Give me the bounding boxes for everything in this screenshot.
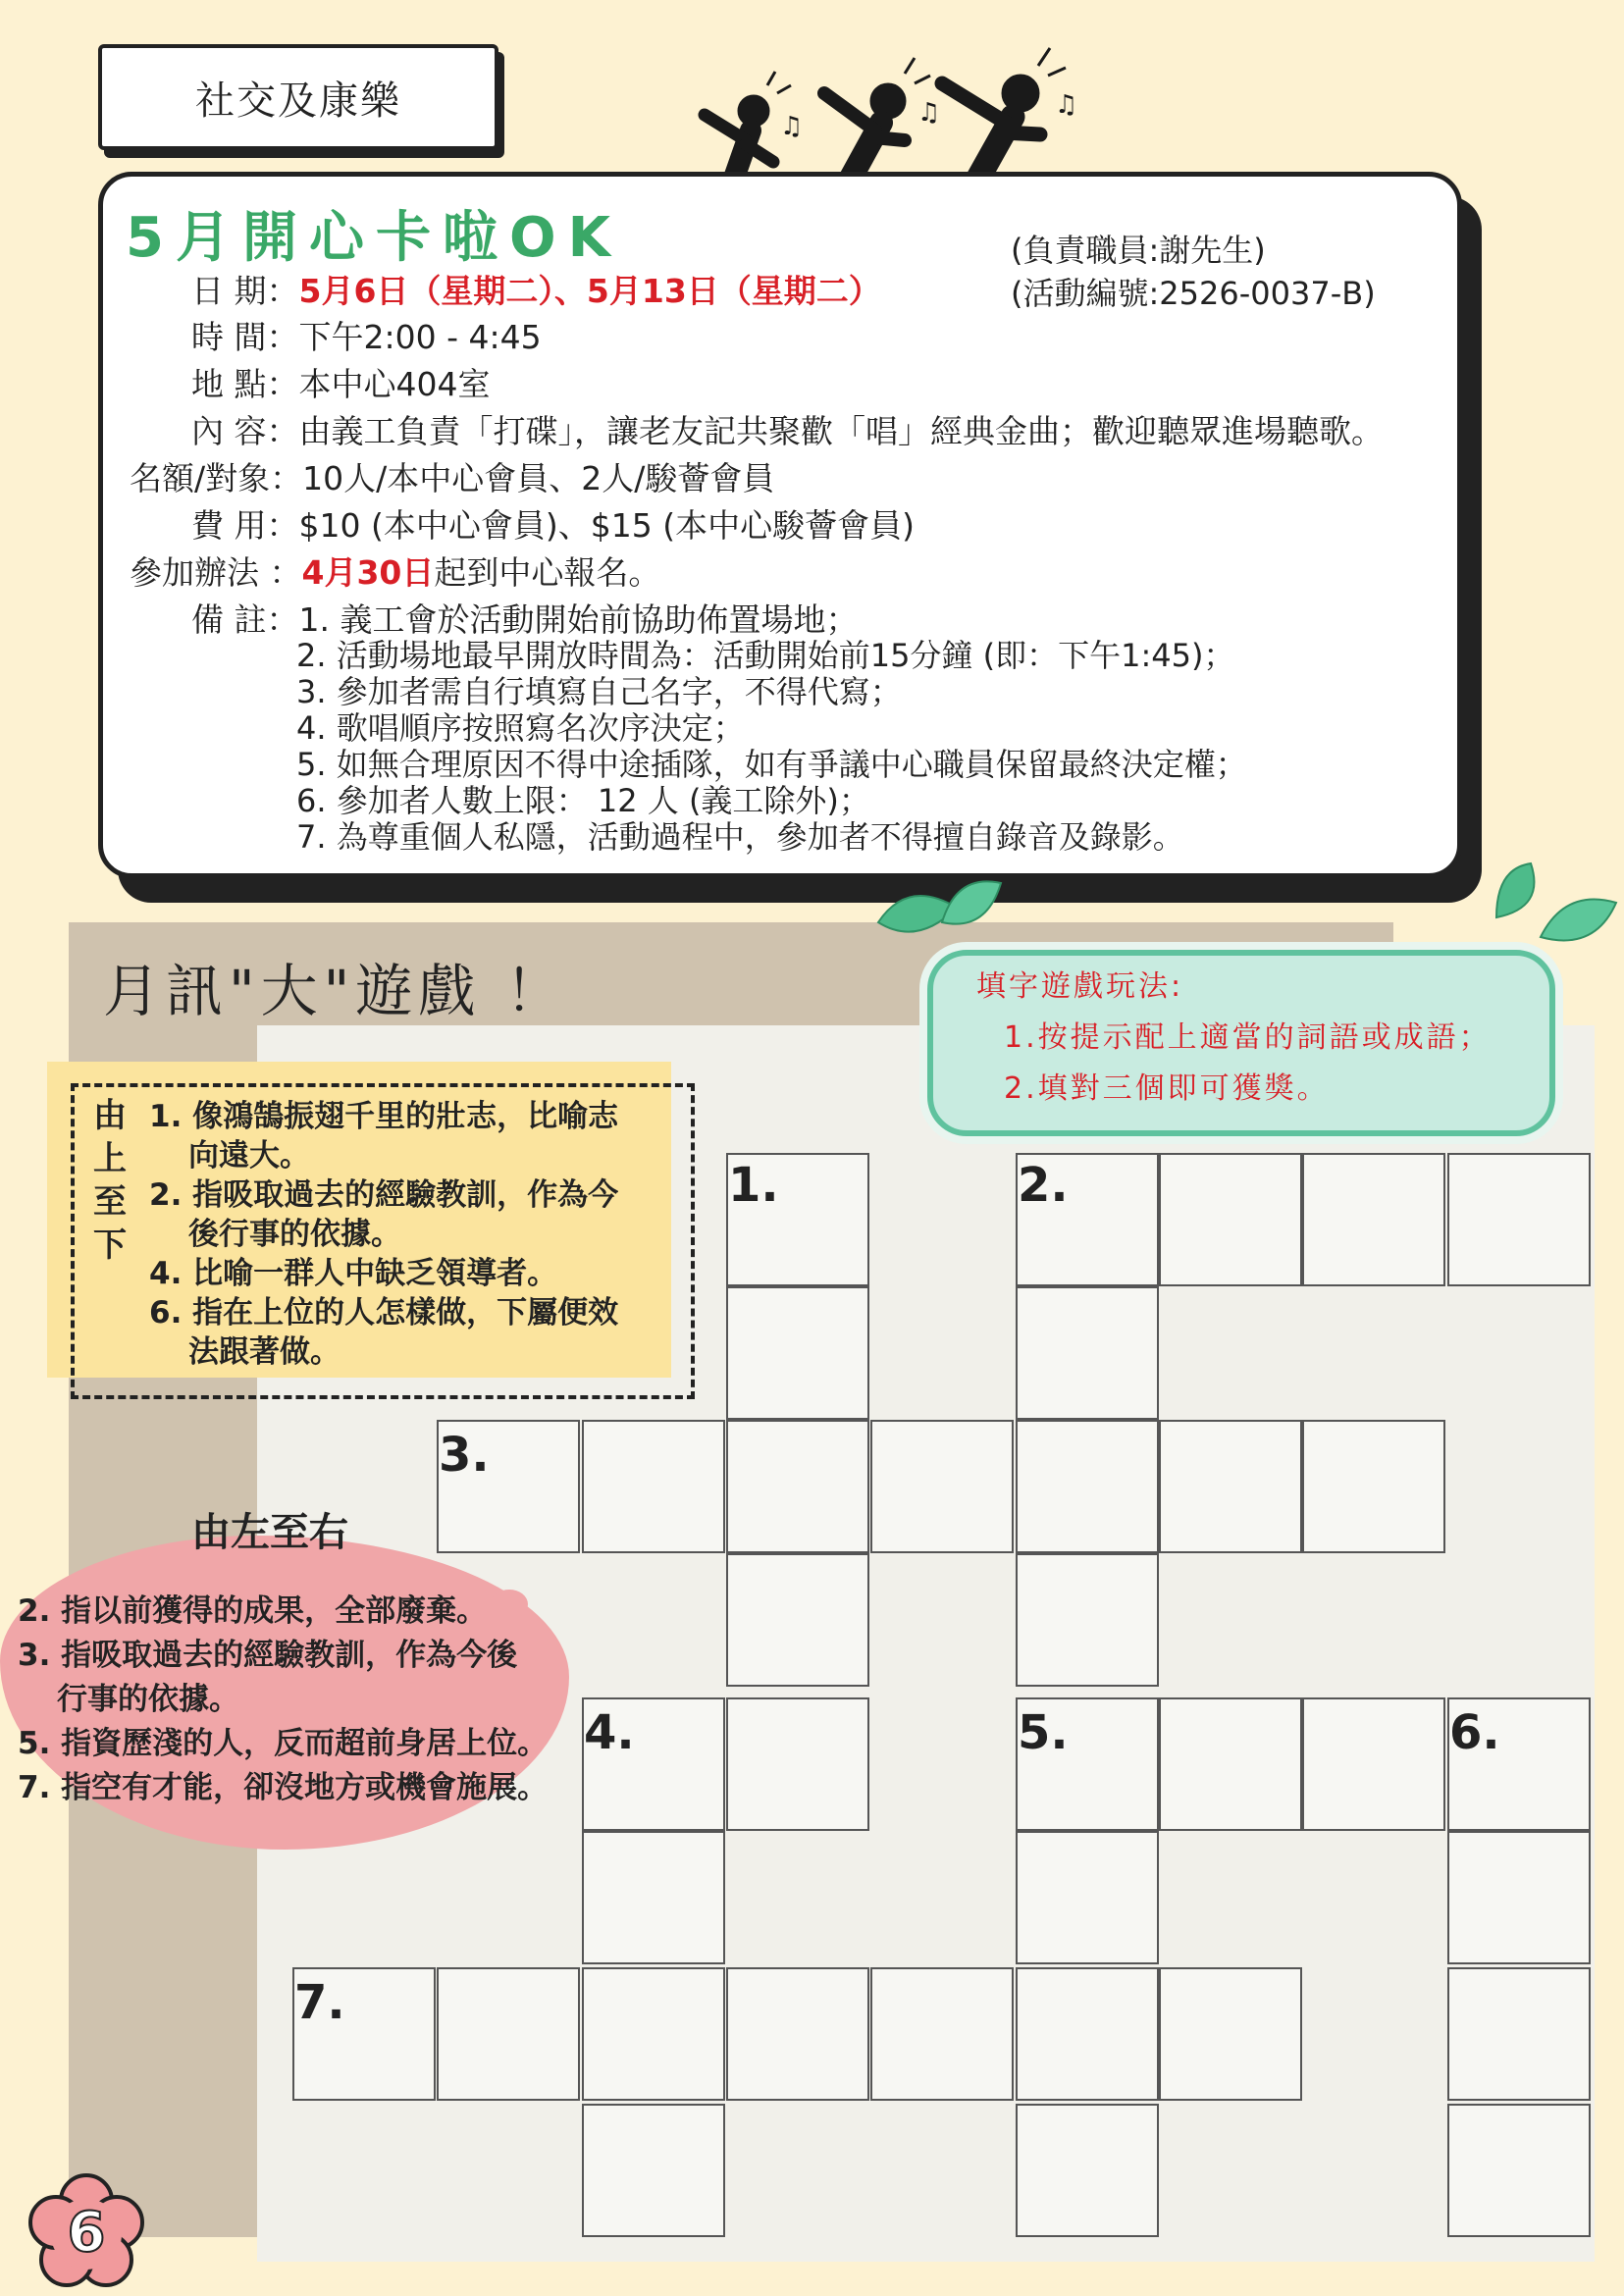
grid-cell[interactable] — [1302, 1153, 1445, 1286]
grid-number-3: 3. — [439, 1428, 490, 1483]
down-heading: 由上至下 — [93, 1096, 127, 1265]
grid-cell[interactable] — [870, 1420, 1014, 1553]
time-row — [191, 318, 542, 357]
across-clue-list — [18, 1590, 548, 1810]
puzzle-title: 月訊"大"遊戲 ！ — [103, 958, 568, 1024]
down-clue: 1. 像鴻鵠振翅千里的壯志，比喻志 — [149, 1099, 619, 1134]
venue-value: 本中心404室 — [298, 365, 491, 403]
date-label: 日 期： — [191, 272, 299, 310]
grid-cell[interactable] — [726, 1553, 869, 1687]
rules-item: 1.按提示配上適當的詞語或成語； — [1004, 1020, 1492, 1055]
time-value: 下午2:00 - 4:45 — [298, 318, 542, 356]
remark-item: 3. 參加者需自行填寫自己名字，不得代寫； — [296, 673, 902, 710]
remarks-row — [191, 600, 858, 640]
grid-cell[interactable] — [1016, 1553, 1159, 1687]
across-clue: 2. 指以前獲得的成果，全部廢棄。 — [18, 1593, 488, 1629]
grid-cell[interactable] — [726, 1286, 869, 1420]
activity-code: (活動編號:2526-0037-B) — [1011, 275, 1376, 312]
grid-cell[interactable] — [1159, 1420, 1302, 1553]
across-clue: 5. 指資歷淺的人，反而超前身居上位。 — [18, 1726, 549, 1761]
grid-cell[interactable] — [1447, 2104, 1591, 2237]
grid-cell[interactable] — [1302, 1420, 1445, 1553]
fee-row — [191, 506, 915, 546]
remark-item: 2. 活動場地最早開放時間為：活動開始前15分鐘 (即：下午1:45)； — [296, 637, 1235, 674]
rules-text — [976, 962, 1492, 1115]
registration-row — [130, 553, 660, 593]
grid-number-1: 1. — [728, 1158, 779, 1213]
grid-cell[interactable] — [1016, 1967, 1159, 2101]
down-clue: 4. 比喻一群人中缺乏領導者。 — [149, 1256, 558, 1291]
time-label: 時 間： — [191, 318, 299, 356]
grid-number-5: 5. — [1018, 1705, 1069, 1760]
date-row — [191, 272, 881, 311]
grid-cell[interactable] — [870, 1967, 1014, 2101]
grid-cell[interactable] — [1447, 1153, 1591, 1286]
page-number: 6 — [67, 2200, 106, 2265]
remark-item: 6. 參加者人數上限： 12 人 (義工除外)； — [296, 782, 870, 819]
quota-label: 名額/對象： — [130, 459, 303, 497]
grid-number-7: 7. — [294, 1975, 345, 2030]
quota-row — [130, 459, 774, 498]
down-clue-continued: 後行事的依據。 — [188, 1217, 401, 1252]
venue-label: 地 點： — [191, 365, 299, 403]
date-value: 5月6日（星期二）、5月13日（星期二） — [298, 272, 881, 310]
remarks-list — [296, 638, 1247, 856]
quota-value: 10人/本中心會員、2人/駿薈會員 — [302, 459, 775, 497]
grid-cell[interactable] — [1159, 1697, 1302, 1831]
grid-cell[interactable] — [1447, 1831, 1591, 1964]
grid-number-6: 6. — [1449, 1705, 1500, 1760]
grid-cell[interactable] — [1447, 1967, 1591, 2101]
grid-cell[interactable] — [582, 2104, 725, 2237]
fee-label: 費 用： — [191, 506, 299, 545]
staff-info — [1011, 229, 1376, 315]
rules-item: 2.填對三個即可獲獎。 — [1004, 1071, 1330, 1106]
grid-cell[interactable] — [582, 1831, 725, 1964]
grid-cell[interactable] — [1159, 1967, 1302, 2101]
svg-text:♫: ♫ — [917, 98, 941, 128]
venue-row — [191, 365, 491, 404]
svg-text:♫: ♫ — [1055, 90, 1078, 120]
grid-cell[interactable] — [1159, 1153, 1302, 1286]
down-clue: 6. 指在上位的人怎樣做，下屬便效 — [149, 1295, 619, 1331]
across-clue: 7. 指空有才能，卻沒地方或機會施展。 — [18, 1770, 549, 1805]
remark-item: 4. 歌唱順序按照寫名次序決定； — [296, 709, 745, 747]
across-heading: 由左至右 — [191, 1510, 348, 1555]
registration-date: 4月30日 — [301, 553, 435, 592]
down-clue-list — [149, 1097, 618, 1372]
grid-cell[interactable] — [437, 1967, 580, 2101]
svg-text:♫: ♫ — [780, 112, 804, 141]
grid-number-4: 4. — [584, 1705, 635, 1760]
registration-value: 起到中心報名。 — [434, 553, 661, 592]
grid-cell[interactable] — [726, 1420, 869, 1553]
grid-cell[interactable] — [726, 1697, 869, 1831]
remark-item: 5. 如無合理原因不得中途插隊，如有爭議中心職員保留最終決定權； — [296, 746, 1247, 783]
grid-cell[interactable] — [582, 1420, 725, 1553]
rules-heading: 填字遊戲玩法: — [976, 969, 1184, 1004]
grid-cell[interactable] — [1016, 1420, 1159, 1553]
content-row — [191, 412, 1384, 451]
down-clue: 2. 指吸取過去的經驗教訓，作為今 — [149, 1177, 619, 1213]
grid-cell[interactable] — [1016, 1286, 1159, 1420]
down-clue-continued: 向遠大。 — [188, 1138, 310, 1174]
grid-cell[interactable] — [582, 1967, 725, 2101]
grid-cell[interactable] — [1302, 1697, 1445, 1831]
remark-item: 7. 為尊重個人私隱，活動過程中，參加者不得擅自錄音及錄影。 — [296, 818, 1184, 856]
content-value: 由義工負責「打碟」，讓老友記共聚歡「唱」經典金曲；歡迎聽眾進場聽歌。 — [298, 412, 1384, 450]
down-clue-continued: 法跟著做。 — [188, 1334, 341, 1370]
grid-cell[interactable] — [1016, 2104, 1159, 2237]
grid-cell[interactable] — [1016, 1831, 1159, 1964]
registration-label: 參加辦法 ： — [130, 553, 302, 592]
remarks-label: 備 註： — [191, 600, 299, 639]
section-title: 社交及康樂 — [195, 78, 401, 124]
event-title: 5月開心卡啦OK — [126, 206, 622, 270]
content-label: 內 容： — [191, 412, 299, 450]
staff-name: (負責職員:謝先生) — [1011, 232, 1266, 269]
grid-cell[interactable] — [726, 1967, 869, 2101]
across-clue: 3. 指吸取過去的經驗教訓，作為今後 — [18, 1638, 518, 1673]
across-clue-continued: 行事的依據。 — [57, 1682, 239, 1717]
fee-value: $10 (本中心會員)、$15 (本中心駿薈會員) — [298, 506, 915, 545]
remarks-first: 1. 義工會於活動開始前協助佈置場地； — [298, 600, 859, 639]
grid-number-2: 2. — [1018, 1158, 1069, 1213]
section-banner — [98, 44, 498, 150]
